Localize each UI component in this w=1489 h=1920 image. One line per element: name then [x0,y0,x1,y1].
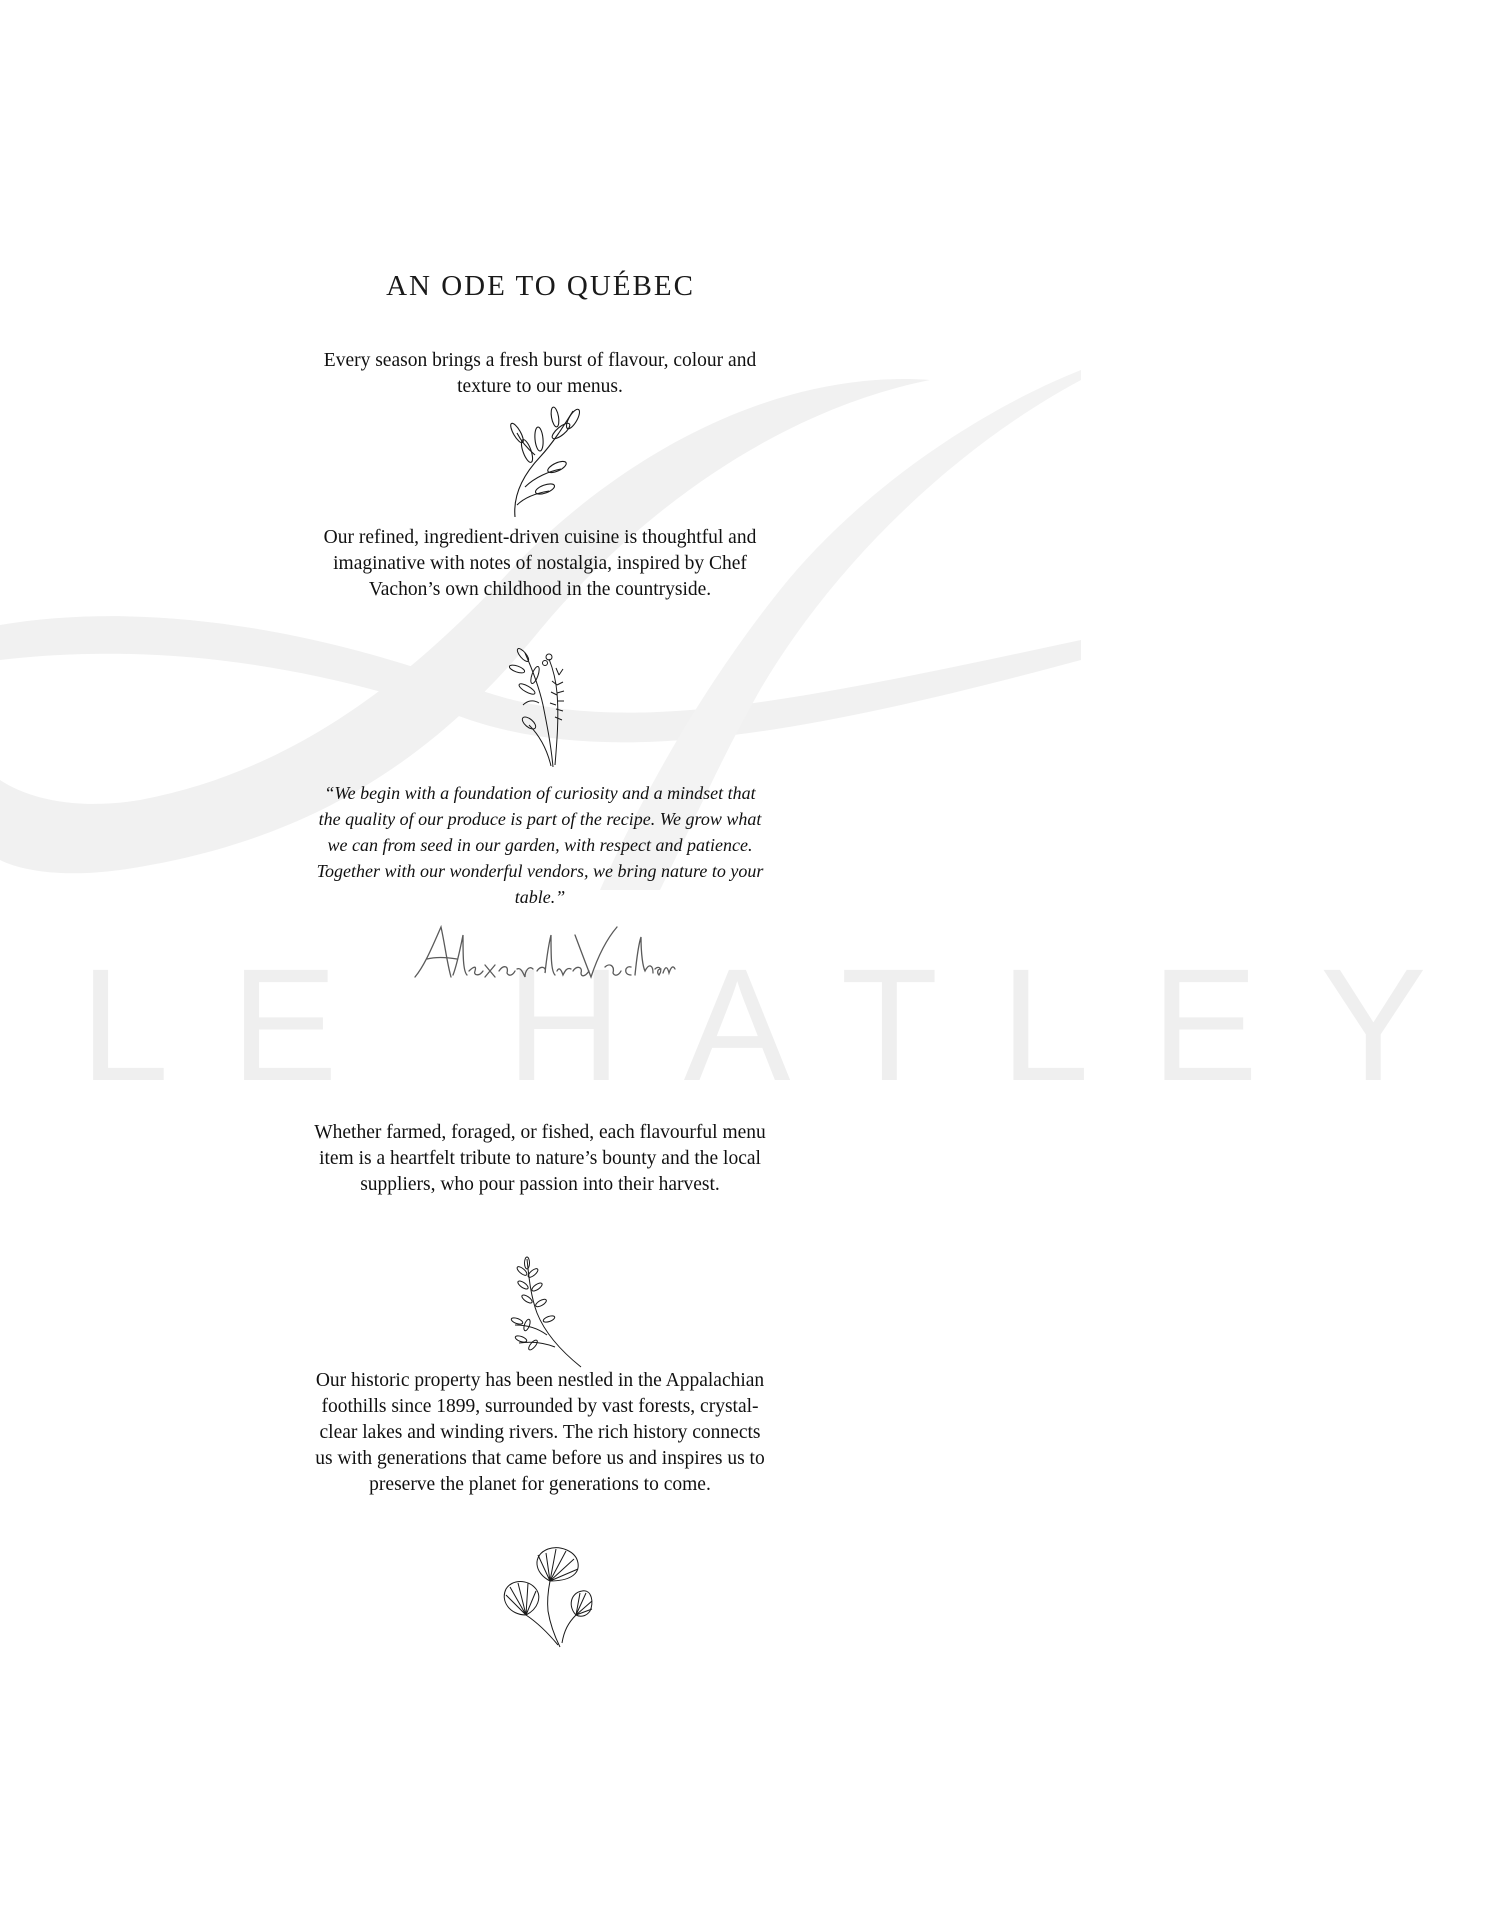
page-title: AN ODE TO QUÉBEC [386,270,695,302]
cuisine-paragraph: Our refined, ingredient-driven cuisine is thoughtful and imaginative with notes of nostalgia, inspired by Chef Vachon’s own childhood in the countryside. [323,527,757,600]
history-paragraph: Our historic property has been nestled in the Appalachian foothills since 1899, surrounded by vast forests, crystal-clear lakes and winding rivers. The rich history connects us with generations that came before us and inspires us to preserve the planet for generations to come. [315,1370,765,1495]
ginkgo-leaves-icon [498,1545,593,1650]
tribute-paragraph: Whether farmed, foraged, or fished, each flavourful menu item is a heartfelt tribute to nature’s bounty and the local suppliers, who pour passion into their harvest. [314,1122,766,1195]
chef-quote: “We begin with a foundation of curiosity and a mindset that the quality of our produce is part of the recipe. We grow what we can from seed in our garden, with respect and patience. Together with our wonderful vendors, we bring nature to your table.” [316,783,764,907]
watermark-wordmark: LE HATLEY [80,935,1489,1114]
chef-signature [405,915,675,995]
herb-sprig-icon [505,1255,585,1370]
leafy-sprig-icon [495,405,585,520]
intro-paragraph: Every season brings a fresh burst of flavour, colour and texture to our menus. [323,350,757,397]
wildflower-bouquet-icon [505,645,580,770]
